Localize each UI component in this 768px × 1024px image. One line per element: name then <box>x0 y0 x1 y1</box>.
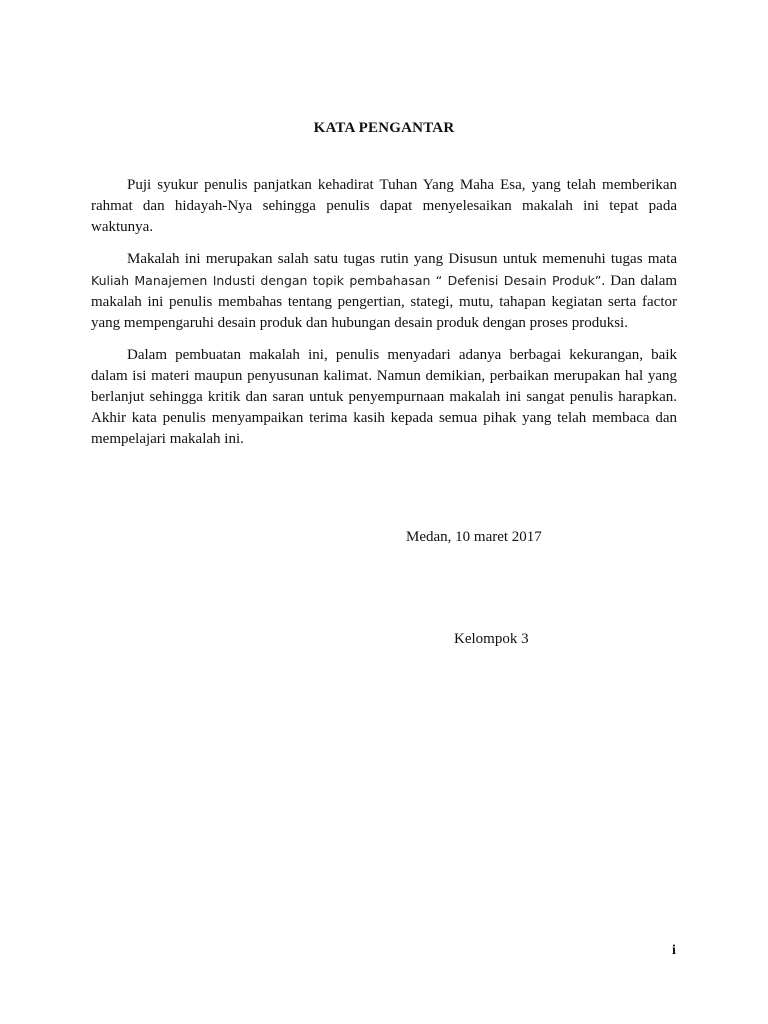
paragraph-2-end: . Dan dalam makalah ini penulis membahas tentang pengertian, stategi, mutu, tahapan kegiatan serta factor yang mempengaruhi desain produk dan hubungan desain produk dengan proses produksi. <box>91 273 678 331</box>
page-number: i <box>672 943 676 958</box>
paragraph-2 <box>91 249 677 334</box>
topic-phrase: Kuliah Manajemen Industi dengan topik pembahasan “ Defenisi Desain Produk” <box>91 273 602 288</box>
place-date: Medan, 10 maret 2017 <box>406 529 542 545</box>
signature-group: Kelompok 3 <box>454 631 529 647</box>
page-title: KATA PENGANTAR <box>313 120 455 136</box>
paragraph-3: Dalam pembuatan makalah ini, penulis menyadari adanya berbagai kekurangan, baik dalam isi materi maupun penyusunan kalimat. Namun demikian, perbaikan merupakan hal yang berlanjut sehingga kritik dan saran untuk penyempurnaan makalah ini sangat penulis harapkan. Akhir kata penulis menyampaikan terima kasih kepada semua pihak yang telah membaca dan mempelajari makalah ini. <box>91 347 677 447</box>
body-text <box>91 175 677 461</box>
paragraph-1: Puji syukur penulis panjatkan kehadirat Tuhan Yang Maha Esa, yang telah memberikan rahmat dan hidayah-Nya sehingga penulis dapat menyelesaikan makalah ini tepat pada waktunya. <box>91 177 677 235</box>
paragraph-2-start: Makalah ini merupakan salah satu tugas rutin yang Disusun untuk memenuhi tugas mata <box>127 251 677 267</box>
